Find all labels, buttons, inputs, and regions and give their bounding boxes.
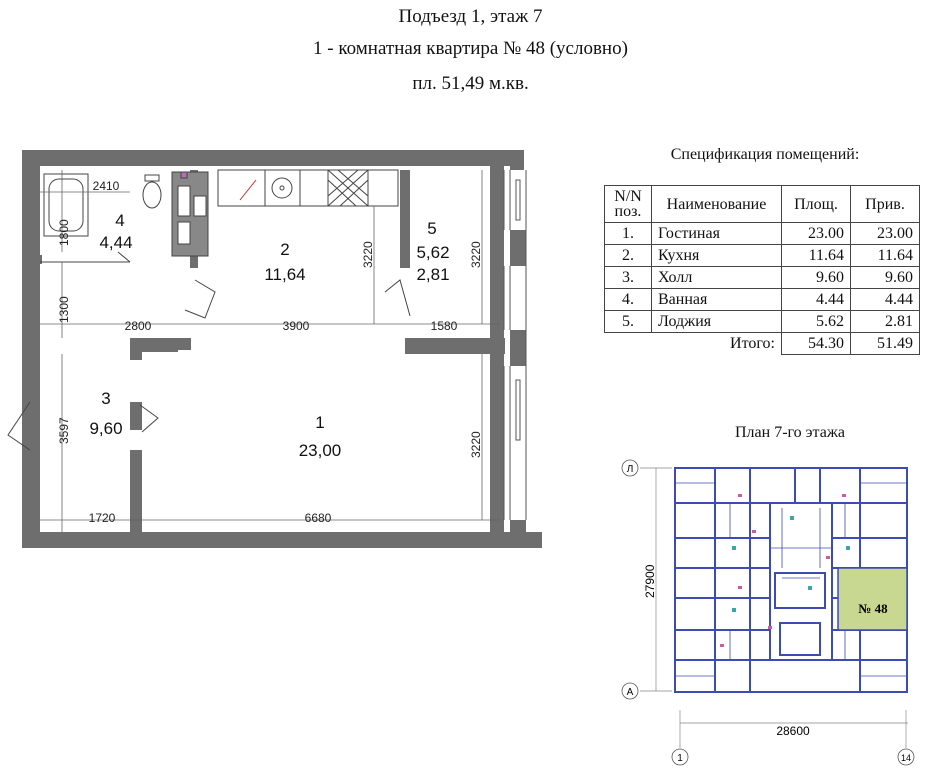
axis-label-bottom: А — [626, 687, 634, 698]
col-name: Наименование — [652, 186, 782, 223]
table-row — [605, 245, 920, 267]
room-3-area: 9,60 — [89, 419, 123, 438]
cell-adj: 2.81 — [851, 311, 920, 333]
dim-1720: 1720 — [88, 511, 116, 525]
walls — [22, 150, 542, 548]
title-line-3: пл. 51,49 м.кв. — [412, 73, 529, 94]
cell-area: 11.64 — [782, 245, 851, 267]
fixtures-magenta — [720, 494, 846, 647]
dim-3220-kitchen: 3220 — [361, 241, 375, 268]
cell-area: 4.44 — [782, 289, 851, 311]
room-1-number: 1 — [315, 413, 325, 432]
cell-name: Кухня — [652, 245, 782, 267]
room-4-number: 4 — [115, 211, 125, 230]
axis-label-top: Л — [626, 464, 634, 475]
total-adj: 51.49 — [851, 333, 920, 355]
cell-adj: 11.64 — [851, 245, 920, 267]
room-5-number: 5 — [427, 219, 437, 238]
total-label: Итого: — [605, 333, 782, 355]
kitchen-counter — [218, 170, 398, 206]
apartment-48-label: № 48 — [858, 601, 888, 616]
total-area: 54.30 — [782, 333, 851, 355]
title-line-2: 1 - комнатная квартира № 48 (условно) — [313, 38, 628, 59]
spec-header-row — [605, 186, 920, 223]
floor-key-plan — [620, 448, 920, 768]
dim-1580: 1580 — [430, 319, 458, 333]
axis-label-left: 1 — [677, 753, 683, 764]
spec-table — [604, 185, 920, 355]
cell-num: 2. — [605, 245, 652, 267]
dim-3900: 3900 — [282, 319, 310, 333]
dim-3220-loggia: 3220 — [469, 241, 483, 268]
dim-3597: 3597 — [57, 417, 71, 444]
room-1-area: 23,00 — [298, 441, 342, 460]
cell-num: 3. — [605, 267, 652, 289]
cell-name: Ванная — [652, 289, 782, 311]
cell-name: Лоджия — [652, 311, 782, 333]
room-3-number: 3 — [101, 389, 111, 408]
col-adj: Прив. — [851, 186, 920, 223]
col-area: Площ. — [782, 186, 851, 223]
dim-horizontal: 28600 — [776, 724, 810, 738]
dim-1300: 1300 — [57, 296, 71, 323]
axis-label-right: 14 — [900, 753, 912, 763]
dim-3220-living: 3220 — [469, 431, 483, 458]
cell-adj: 23.00 — [851, 223, 920, 245]
cell-adj: 9.60 — [851, 267, 920, 289]
room-2-number: 2 — [280, 240, 290, 259]
table-row — [605, 311, 920, 333]
apartment-floor-plan — [0, 140, 560, 560]
dim-2410: 2410 — [92, 179, 120, 193]
table-row — [605, 289, 920, 311]
table-row — [605, 223, 920, 245]
apartment-48-highlight — [838, 568, 907, 630]
cell-area: 23.00 — [782, 223, 851, 245]
dim-1800: 1800 — [57, 219, 71, 246]
cell-num: 4. — [605, 289, 652, 311]
cell-area: 5.62 — [782, 311, 851, 333]
spec-title: Спецификация помещений: — [670, 146, 860, 163]
room-5-area-reduced: 2,81 — [416, 265, 450, 284]
total-row — [605, 333, 920, 355]
cell-num: 1. — [605, 223, 652, 245]
dim-2800: 2800 — [124, 319, 152, 333]
room-2-area: 11,64 — [264, 265, 306, 284]
mini-plan-title: План 7-го этажа — [734, 424, 845, 441]
col-num: N/N поз. — [605, 186, 652, 223]
cell-name: Гостиная — [652, 223, 782, 245]
table-row — [605, 267, 920, 289]
dim-vertical: 27900 — [643, 564, 657, 598]
cell-adj: 4.44 — [851, 289, 920, 311]
dim-6680: 6680 — [304, 511, 332, 525]
title-line-1: Подъезд 1, этаж 7 — [398, 6, 543, 27]
room-5-area: 5,62 — [416, 243, 450, 262]
cell-name: Холл — [652, 267, 782, 289]
cell-num: 5. — [605, 311, 652, 333]
room-4-area: 4,44 — [99, 233, 133, 252]
cell-area: 9.60 — [782, 267, 851, 289]
